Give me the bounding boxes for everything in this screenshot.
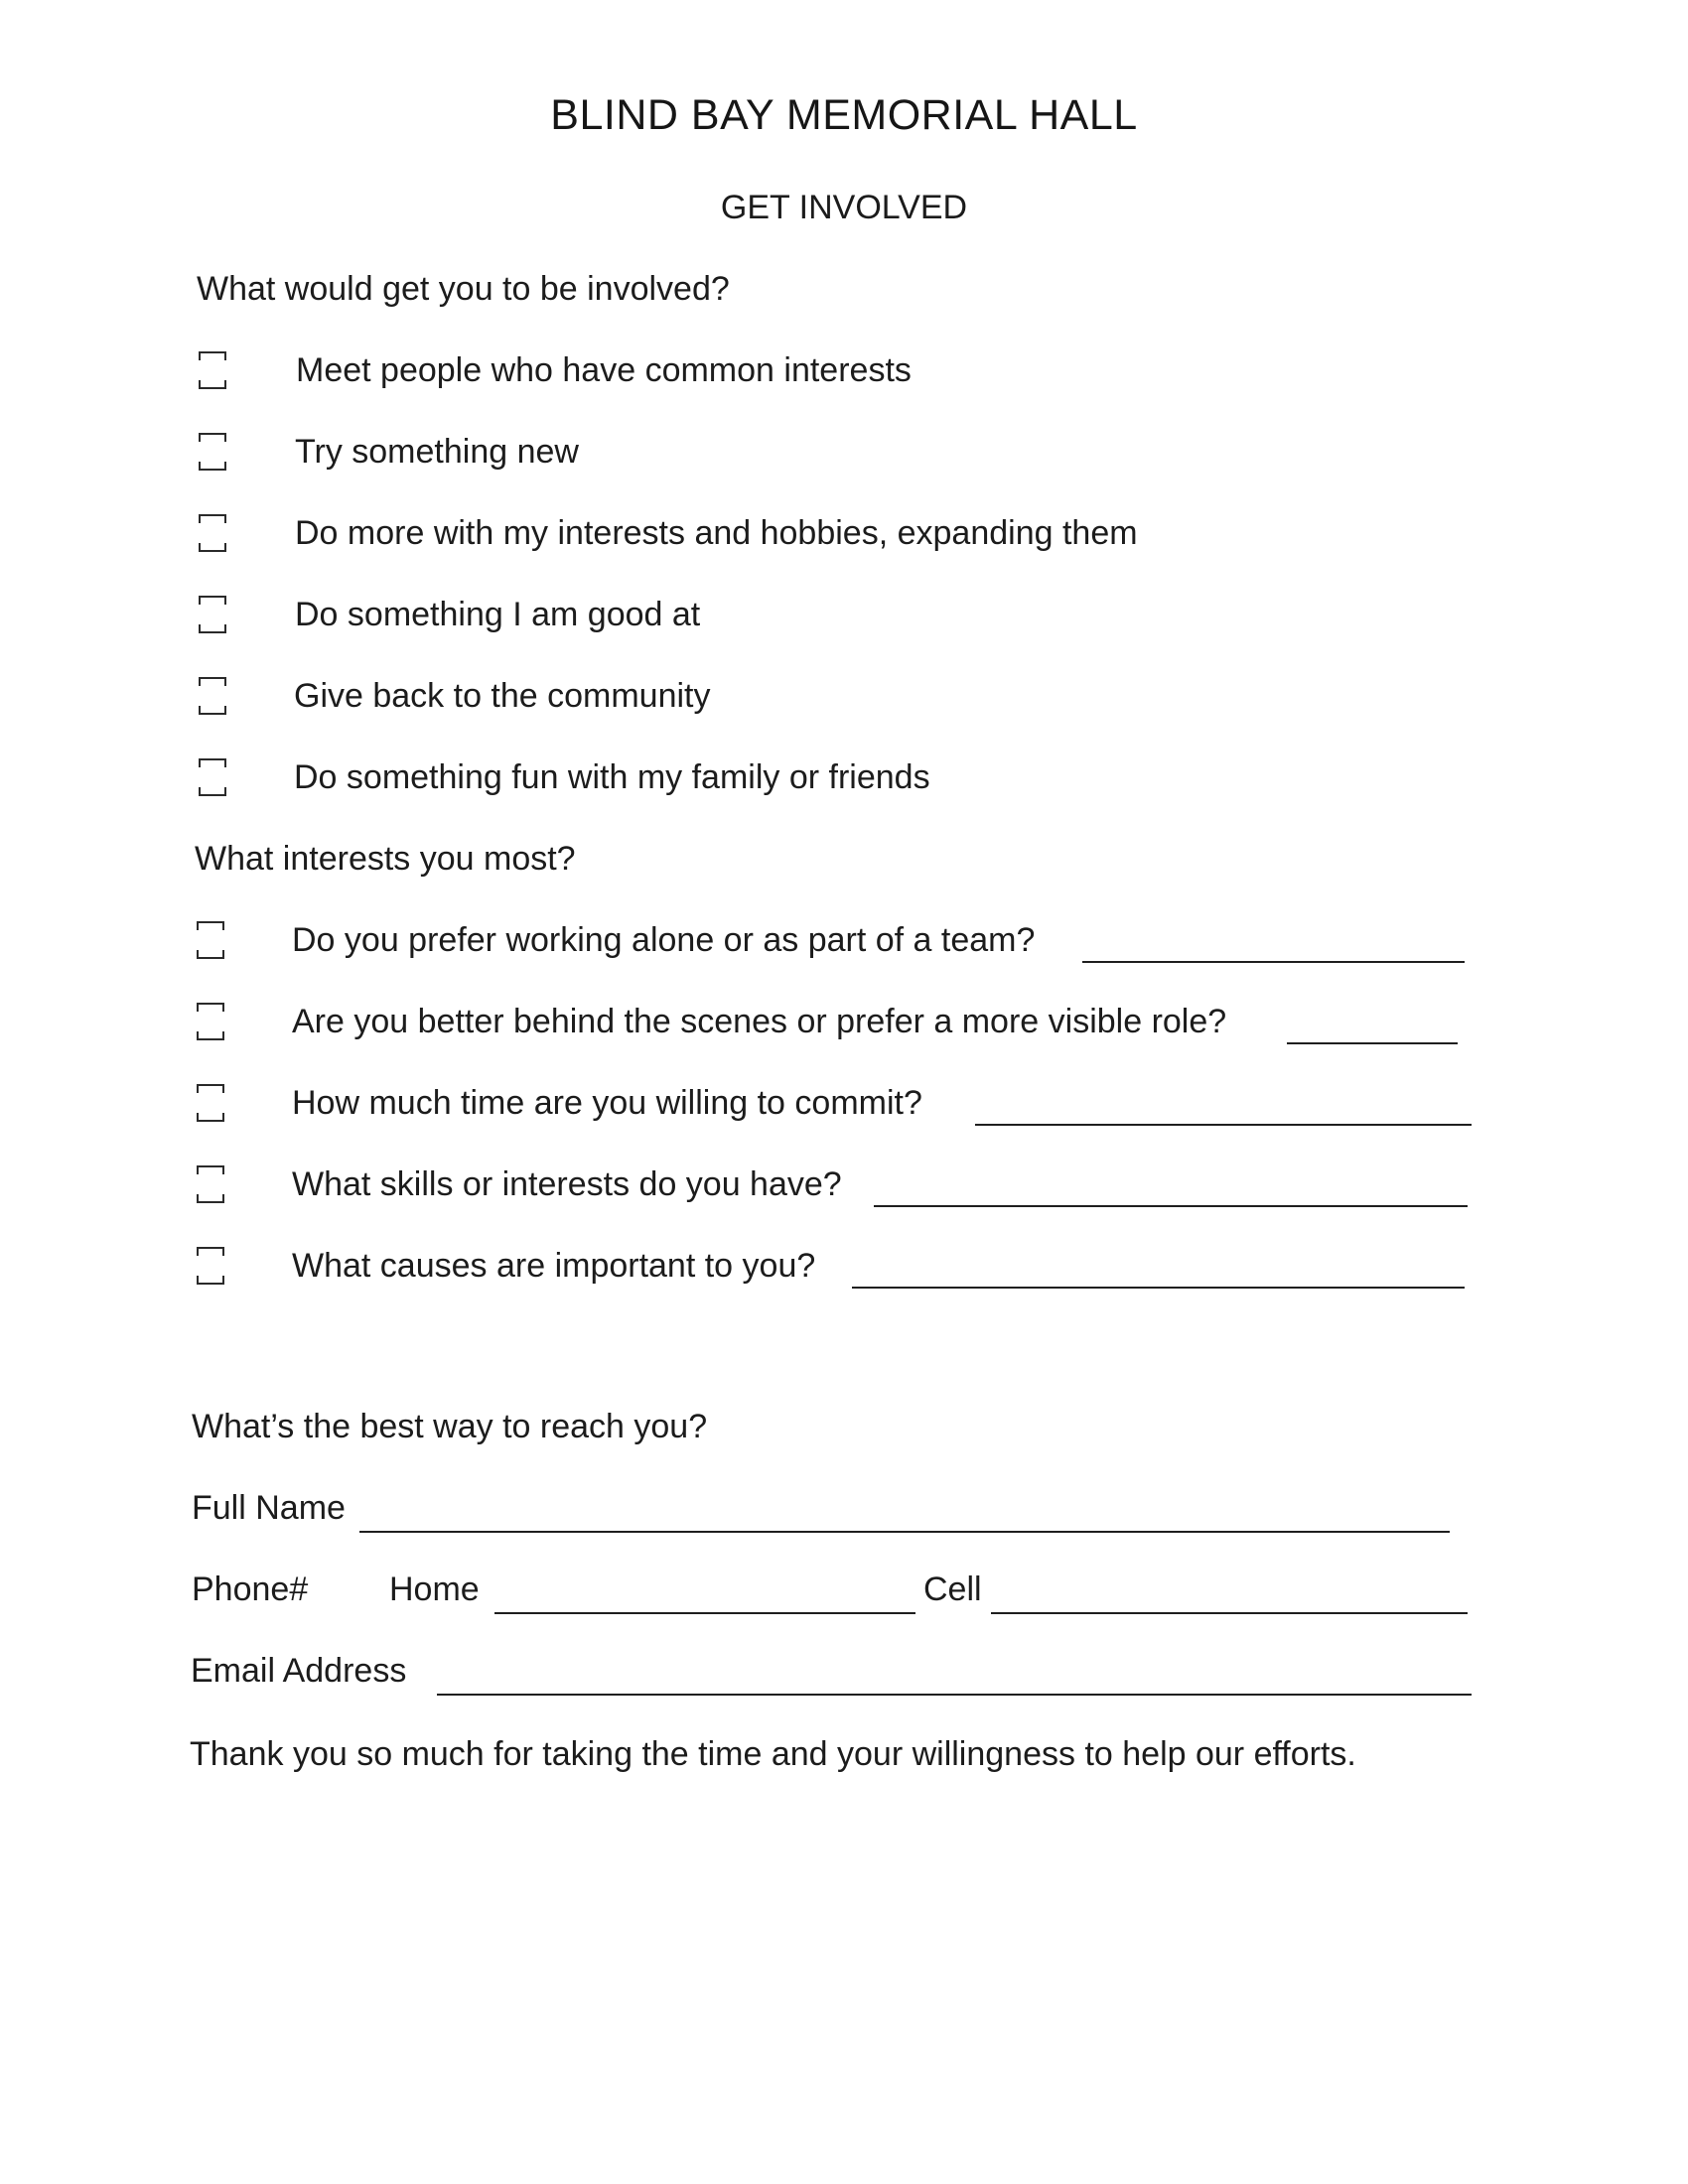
section2-question: What interests you most? (195, 840, 576, 878)
answer-line-time[interactable] (975, 1124, 1472, 1126)
option-label: Do something fun with my family or friends (294, 758, 930, 796)
checkbox[interactable] (197, 1165, 224, 1203)
option-label: Do you prefer working alone or as part of a team? (292, 921, 1036, 959)
checkbox[interactable] (197, 1247, 224, 1285)
email-field[interactable] (437, 1694, 1472, 1696)
checkbox[interactable] (197, 921, 224, 959)
option-label: Do more with my interests and hobbies, expanding them (295, 514, 1138, 552)
option-label: Are you better behind the scenes or prefer a more visible role? (292, 1003, 1227, 1040)
checkbox[interactable] (199, 433, 226, 471)
page-title: BLIND BAY MEMORIAL HALL (550, 91, 1138, 139)
checkbox[interactable] (199, 514, 226, 552)
home-phone-label: Home (389, 1570, 480, 1608)
checkbox[interactable] (199, 351, 226, 389)
full-name-label: Full Name (192, 1489, 346, 1527)
email-label: Email Address (191, 1652, 407, 1690)
option-label: Do something I am good at (295, 596, 701, 633)
thank-you-note: Thank you so much for taking the time and your willingness to help our efforts. (190, 1735, 1356, 1773)
option-label: What skills or interests do you have? (292, 1165, 842, 1203)
home-phone-field[interactable] (494, 1612, 915, 1614)
option-label: How much time are you willing to commit? (292, 1084, 922, 1122)
option-label: Try something new (295, 433, 579, 471)
checkbox[interactable] (197, 1084, 224, 1122)
answer-line-team[interactable] (1082, 961, 1465, 963)
cell-phone-field[interactable] (991, 1612, 1468, 1614)
checkbox[interactable] (199, 758, 226, 796)
option-label: Give back to the community (294, 677, 711, 715)
full-name-field[interactable] (359, 1531, 1450, 1533)
cell-phone-label: Cell (923, 1570, 982, 1608)
option-label: What causes are important to you? (292, 1247, 816, 1285)
page-subtitle: GET INVOLVED (720, 189, 968, 226)
contact-question: What’s the best way to reach you? (192, 1408, 708, 1445)
checkbox[interactable] (199, 677, 226, 715)
answer-line-skills[interactable] (874, 1205, 1468, 1207)
section1-question: What would get you to be involved? (197, 270, 730, 308)
answer-line-causes[interactable] (852, 1287, 1465, 1289)
answer-line-role[interactable] (1287, 1042, 1458, 1044)
option-label: Meet people who have common interests (296, 351, 912, 389)
checkbox[interactable] (199, 596, 226, 633)
checkbox[interactable] (197, 1003, 224, 1040)
phone-label: Phone# (192, 1570, 309, 1608)
